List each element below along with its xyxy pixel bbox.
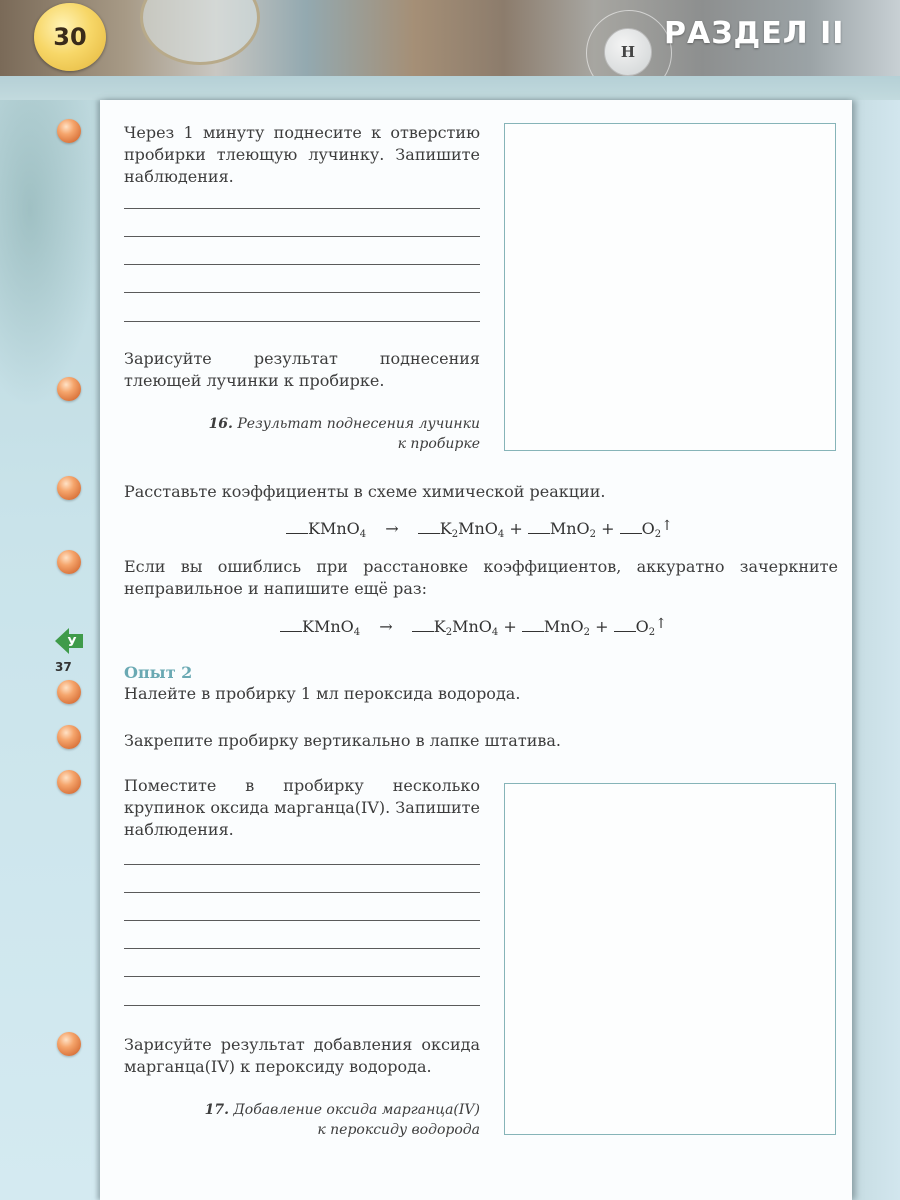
formula: K: [439, 519, 452, 538]
green-arrow-left-icon[interactable]: [55, 626, 85, 656]
reaction-equation-retry: [280, 616, 667, 638]
magnifier-illustration: [140, 0, 260, 65]
answer-line[interactable]: [124, 920, 480, 921]
coefficient-blank[interactable]: [286, 520, 308, 534]
reaction-arrow: →: [379, 617, 393, 636]
drawing-box-16[interactable]: [504, 123, 836, 451]
caption-line: к пероксиду водорода: [317, 1122, 480, 1138]
retry-instruction: Если вы ошиблись при расстановке коэффициентов, аккуратно зачеркните неправильное и напишите ещё раз:: [124, 557, 838, 598]
reaction-arrow: →: [385, 519, 399, 538]
plus-sign: +: [595, 617, 609, 636]
figure-number: 17.: [204, 1102, 229, 1118]
experiment-2-heading: Опыт 2: [124, 663, 193, 682]
formula: MnO: [458, 519, 498, 538]
left-margin-background: [0, 78, 100, 1200]
formula: MnO: [549, 519, 590, 538]
header-strip: [0, 76, 900, 100]
formula: K: [433, 617, 446, 636]
coefficient-blank[interactable]: [614, 618, 636, 632]
subscript: 2: [648, 627, 656, 638]
formula: MnO: [543, 617, 584, 636]
figure-16-caption: [124, 414, 480, 454]
plus-sign: +: [503, 617, 517, 636]
section-title: РАЗДЕЛ II: [664, 16, 845, 51]
coefficient-blank[interactable]: [620, 520, 642, 534]
subscript: 2: [445, 627, 453, 638]
subscript: 4: [491, 627, 499, 638]
formula: KMnO: [308, 519, 360, 538]
crossref-page-number[interactable]: 37: [55, 660, 72, 674]
gas-arrow-up-icon: ↑: [661, 518, 673, 534]
bullet-icon: [57, 476, 81, 500]
experiment-2-step-1: Налейте в пробирку 1 мл пероксида водорода.: [124, 684, 521, 703]
drawing-box-17[interactable]: [504, 783, 836, 1135]
coefficient-blank[interactable]: [522, 618, 544, 632]
figure-17-caption: [124, 1100, 480, 1140]
caption-line: Результат поднесения лучинки: [237, 416, 480, 432]
bullet-icon: [57, 550, 81, 574]
experiment-2-step-2: Закрепите пробирку вертикально в лапке штатива.: [124, 731, 561, 750]
subscript: 2: [451, 529, 459, 540]
coefficient-blank[interactable]: [280, 618, 302, 632]
bullet-icon: [57, 770, 81, 794]
experiment-2-step-3: Поместите в пробирку несколько крупинок оксида марганца(IV). Запишите наблюдения.: [124, 776, 480, 839]
answer-line[interactable]: [124, 321, 480, 322]
hydrogen-element-icon: H: [604, 28, 652, 76]
reaction-equation: [286, 518, 673, 540]
gas-arrow-up-icon: ↑: [655, 616, 667, 632]
bullet-icon: [57, 680, 81, 704]
bullet-icon: [57, 725, 81, 749]
caption-line: к пробирке: [397, 436, 480, 452]
answer-line[interactable]: [124, 948, 480, 949]
crossref-letter: У: [67, 635, 77, 649]
subscript: 2: [589, 529, 597, 540]
answer-line[interactable]: [124, 976, 480, 977]
subscript: 4: [353, 627, 361, 638]
page-number-badge: 30: [34, 3, 106, 71]
figure-number: 16.: [208, 416, 233, 432]
plus-sign: +: [509, 519, 523, 538]
instruction-observe-1: Через 1 минуту поднесите к отверстию пробирки тлеющую лучинку. Запишите наблюдения.: [124, 123, 480, 186]
formula: O: [635, 617, 649, 636]
bullet-icon: [57, 1032, 81, 1056]
formula: KMnO: [302, 617, 354, 636]
formula: MnO: [452, 617, 492, 636]
subscript: 4: [359, 529, 367, 540]
plus-sign: +: [601, 519, 615, 538]
subscript: 2: [654, 529, 662, 540]
subscript: 2: [583, 627, 591, 638]
formula: O: [641, 519, 655, 538]
caption-line: Добавление оксида марганца(IV): [233, 1102, 480, 1118]
coefficient-blank[interactable]: [418, 520, 440, 534]
answer-line[interactable]: [124, 292, 480, 293]
workbook-page: [100, 100, 852, 1200]
header-banner: [0, 0, 900, 76]
instruction-draw-1: Зарисуйте результат поднесения тлеющей лучинки к пробирке.: [124, 349, 480, 390]
bullet-icon: [57, 119, 81, 143]
answer-line[interactable]: [124, 1005, 480, 1006]
answer-line[interactable]: [124, 264, 480, 265]
answer-line[interactable]: [124, 864, 480, 865]
subscript: 4: [497, 529, 505, 540]
bullet-icon: [57, 377, 81, 401]
answer-line[interactable]: [124, 236, 480, 237]
answer-line[interactable]: [124, 892, 480, 893]
instruction-draw-2: Зарисуйте результат добавления оксида марганца(IV) к пероксиду водорода.: [124, 1035, 480, 1076]
answer-line[interactable]: [124, 208, 480, 209]
equation-instruction: Расставьте коэффициенты в схеме химической реакции.: [124, 482, 606, 501]
coefficient-blank[interactable]: [412, 618, 434, 632]
coefficient-blank[interactable]: [528, 520, 550, 534]
